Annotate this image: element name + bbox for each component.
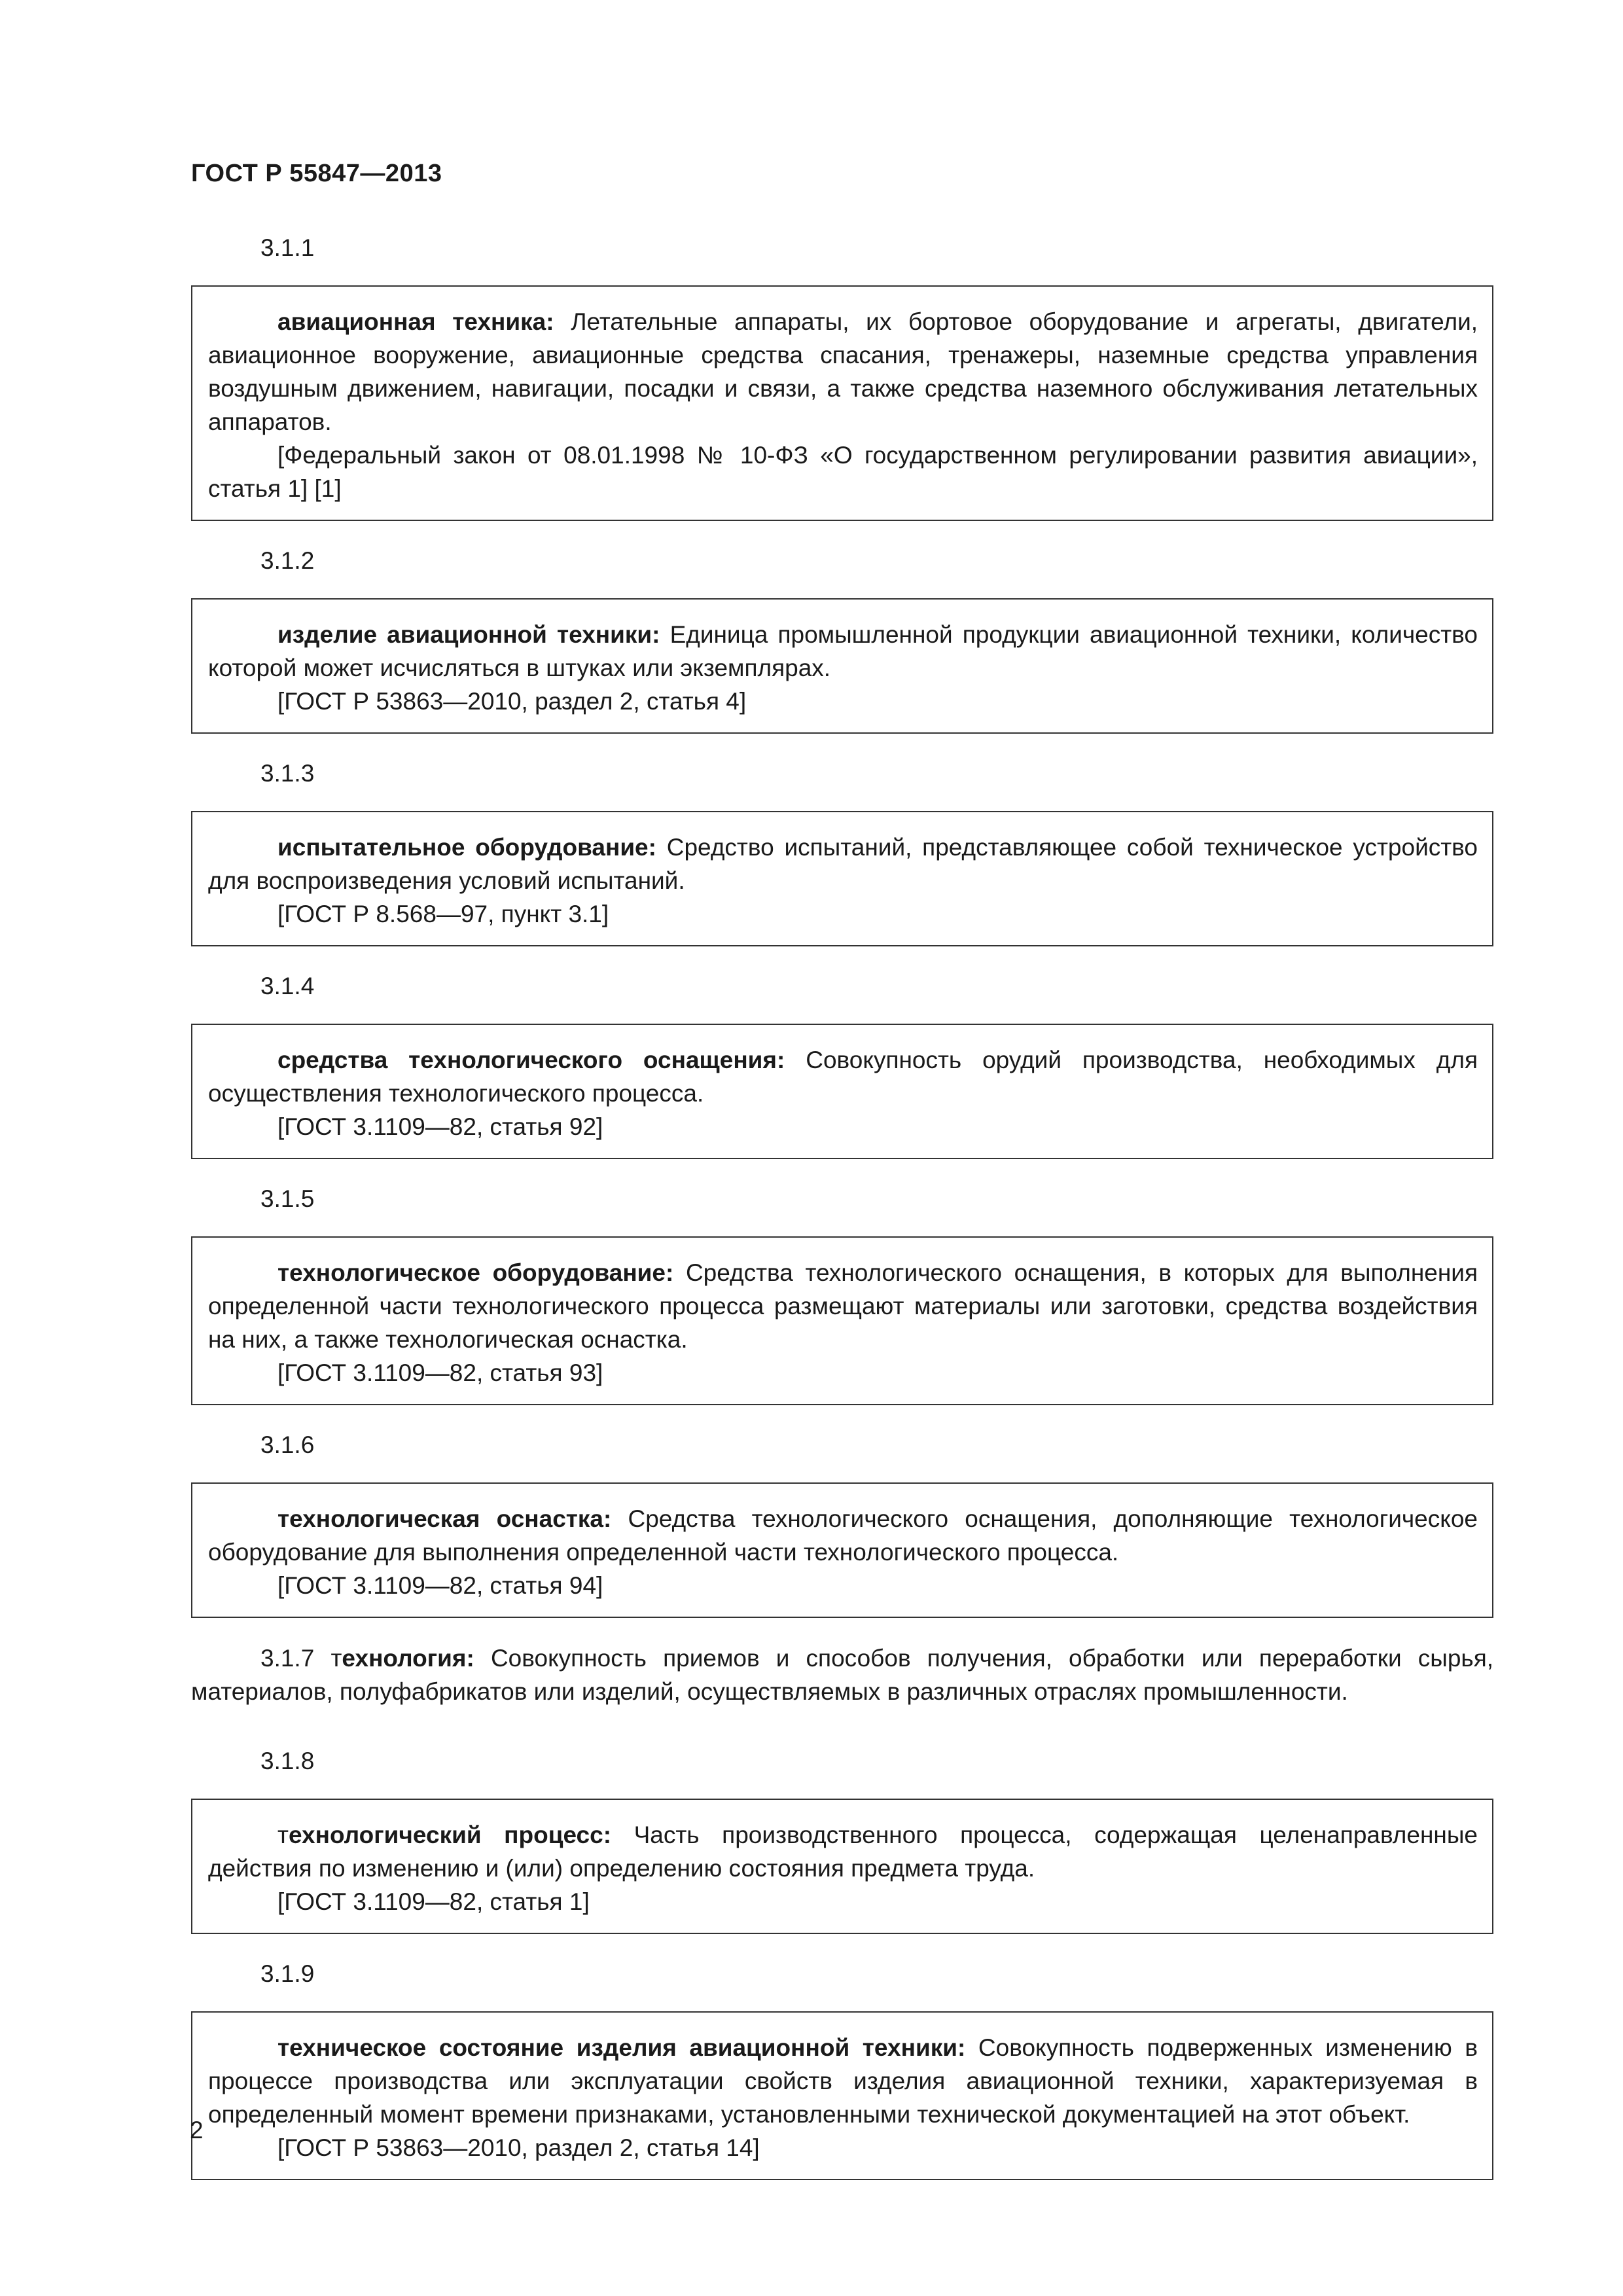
term-name: испытательное оборудование:: [277, 834, 656, 861]
term-box: [191, 1024, 1493, 1159]
term-name: изделие авиационной техники:: [277, 621, 660, 648]
term-box: [191, 598, 1493, 734]
term-number: 3.1.1: [260, 234, 315, 261]
term-lead-letter: т: [330, 1645, 342, 1672]
definition-text: Единица промышленной продукции авиационной техники, количество которой может исчисляться в штуках или экземплярах.: [208, 621, 1478, 681]
term-definition: [208, 618, 1478, 685]
term-box: [191, 1482, 1493, 1618]
term-definition: [208, 1256, 1478, 1356]
term-definition: [208, 1043, 1478, 1110]
term-box: [191, 1236, 1493, 1405]
definition-text: Совокупность приемов и способов получения, обработки или переработки сырья, материалов, полуфабрикатов или изделий, осуществляемых в различных отраслях промышленности.: [191, 1645, 1494, 1705]
term-number: 3.1.4: [260, 973, 315, 999]
term-source: [ГОСТ Р 8.568—97, пункт 3.1]: [277, 901, 609, 927]
term-name: ехнологический процесс:: [288, 1821, 612, 1848]
term-definition: [208, 831, 1478, 897]
term-name: техническое состояние изделия авиационной техники:: [277, 2034, 966, 2061]
term-name: средства технологического оснащения:: [277, 1047, 785, 1073]
term-source: [ГОСТ 3.1109—82, статья 94]: [277, 1572, 603, 1599]
term-lead-letter: т: [277, 1821, 289, 1848]
definition-text: Совокупность подверженных изменению в процессе производства или эксплуатации свойств изделия авиационной техники, характеризуемая в определенный момент времени признаками, установленными технической документацией на этот объект.: [208, 2034, 1478, 2128]
term-source: [ГОСТ 3.1109—82, статья 1]: [277, 1888, 590, 1915]
term-source: [ГОСТ Р 53863—2010, раздел 2, статья 14]: [277, 2134, 760, 2161]
term-definition: [208, 1818, 1478, 1885]
term-name: ехнология:: [342, 1645, 474, 1672]
term-definition: [208, 1502, 1478, 1569]
term-number: 3.1.7: [260, 1645, 315, 1672]
term-source: [Федеральный закон от 08.01.1998 № 10-ФЗ «О государственном регулировании развития авиации», статья 1] [1]: [208, 442, 1478, 502]
term-definition: [208, 2031, 1478, 2131]
term-number: 3.1.2: [260, 547, 315, 574]
term-name: технологическая оснастка:: [277, 1505, 612, 1532]
document-header: ГОСТ Р 55847—2013: [191, 160, 442, 187]
term-number: 3.1.9: [260, 1960, 315, 1987]
term-box: [191, 811, 1493, 946]
term-source: [ГОСТ 3.1109—82, статья 93]: [277, 1359, 603, 1386]
terms-section: [191, 223, 1493, 2204]
term-box: [191, 1799, 1493, 1934]
inline-term: [191, 1641, 1493, 1708]
term-name: технологическое оборудование:: [277, 1259, 674, 1286]
term-box: [191, 2011, 1493, 2180]
term-source: [ГОСТ 3.1109—82, статья 92]: [277, 1113, 603, 1140]
term-number: 3.1.5: [260, 1185, 315, 1212]
term-number: 3.1.8: [260, 1748, 315, 1774]
definition-text: Средства технологического оснащения, дополняющие технологическое оборудование для выполнения определенной части технологического процесса.: [208, 1505, 1478, 1566]
definition-text: Летательные аппараты, их бортовое оборудование и агрегаты, двигатели, авиационное вооружение, авиационные средства спасания, тренажеры, наземные средства управления воздушным движением, навигации, посадки и связи, а также средства наземного обслуживания летательных аппаратов.: [208, 308, 1478, 435]
definition-text: Совокупность орудий производства, необходимых для осуществления технологического процесса.: [208, 1047, 1478, 1107]
definition-text: Средства технологического оснащения, в которых для выполнения определенной части технологического процесса размещают материалы или заготовки, средства воздействия на них, а также технологическая оснастка.: [208, 1259, 1478, 1353]
term-number: 3.1.3: [260, 760, 315, 787]
term-source: [ГОСТ Р 53863—2010, раздел 2, статья 4]: [277, 688, 747, 715]
definition-text: Средство испытаний, представляющее собой техническое устройство для воспроизведения условий испытаний.: [208, 834, 1478, 894]
term-definition: [208, 305, 1478, 439]
term-number: 3.1.6: [260, 1431, 315, 1458]
term-box: [191, 285, 1493, 521]
definition-text: Часть производственного процесса, содержащая целенаправленные действия по изменению и (или) определению состояния предмета труда.: [208, 1821, 1478, 1882]
term-name: авиационная техника:: [277, 308, 554, 335]
page-number: 2: [190, 2117, 204, 2144]
